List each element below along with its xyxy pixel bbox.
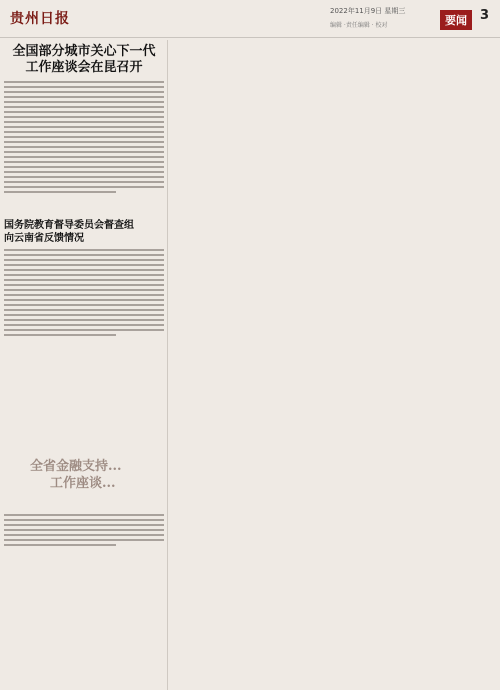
left-column — [0, 40, 168, 690]
masthead — [0, 0, 500, 38]
editor-credits: 编辑 ·责任编辑 · 校对 — [330, 22, 388, 29]
section-tab: 要闻 — [440, 10, 472, 30]
story-2-body — [4, 249, 164, 336]
story-3-body — [4, 514, 164, 546]
issue-date: 2022年11月9日 星期三 — [330, 7, 406, 15]
page-number: 3 — [480, 8, 490, 23]
story-2 — [4, 220, 164, 339]
newspaper-logo: 贵州日报 — [10, 11, 70, 27]
story-1 — [4, 44, 164, 196]
story-2-title: 国务院教育督导委员会督查组 向云南省反馈情况 — [4, 220, 134, 244]
story-3-title-ghost-2: 工作座谈... — [50, 476, 116, 491]
story-3-title-ghost: 全省金融支持... — [30, 459, 122, 474]
story-1-title: 全国部分城市关心下一代 工作座谈会在昆召开 — [12, 44, 156, 76]
story-1-body — [4, 81, 164, 193]
story-3-body-wrap — [4, 510, 164, 549]
